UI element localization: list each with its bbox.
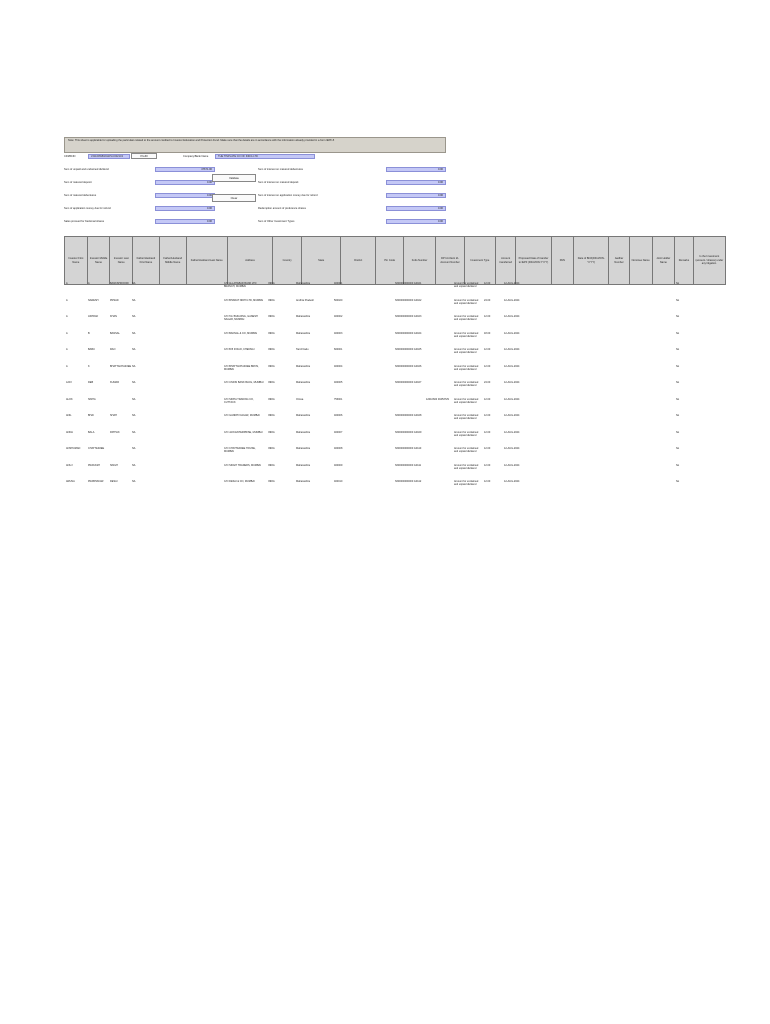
summary-left-value-4[interactable]: 0.00 bbox=[155, 219, 215, 224]
table-cell[interactable]: Maharashtra bbox=[296, 480, 311, 483]
column-header-15: Proposed Date of transfer to IEPF (DD-MON-YYYY) bbox=[516, 237, 551, 285]
table-cell[interactable]: 753001 bbox=[334, 397, 343, 401]
column-header-16: PAN bbox=[551, 237, 574, 285]
table-row bbox=[64, 365, 726, 382]
table-cell[interactable]: No bbox=[676, 315, 680, 318]
summary-left-value-2[interactable]: 0.00 bbox=[155, 193, 215, 198]
table-cell[interactable]: NNI0000000000 G0109 bbox=[395, 430, 422, 434]
table-cell[interactable]: 12-AUG-2024 bbox=[504, 463, 520, 467]
table-cell[interactable]: C/O B B R RAO, CHENNAI bbox=[224, 348, 255, 351]
table-cell[interactable]: NA bbox=[132, 480, 136, 483]
table-cell[interactable]: Andhra Pradesh bbox=[296, 298, 315, 302]
table-cell[interactable]: 400007 bbox=[334, 430, 343, 434]
table-cell[interactable]: INDIA bbox=[268, 447, 275, 450]
column-header-3: Father/Husband First Name bbox=[133, 237, 160, 285]
table-cell[interactable]: C/O UNION BANK BLDG, MUMBAI bbox=[224, 381, 264, 384]
table-cell[interactable]: Amount for unclaimed and unpaid dividend bbox=[454, 315, 479, 322]
table-cell[interactable]: INDIA bbox=[268, 282, 275, 285]
table-cell[interactable]: A bbox=[66, 315, 68, 318]
table-cell[interactable]: SINGH bbox=[110, 463, 118, 467]
table-cell[interactable]: Amount for unclaimed and unpaid dividend bbox=[454, 364, 479, 371]
table-row bbox=[64, 464, 726, 481]
table-cell[interactable]: NNI0000000000 G0102 bbox=[395, 298, 422, 302]
table-cell[interactable]: NNI0000000000 G0108 bbox=[395, 414, 422, 417]
data-table-header bbox=[64, 236, 726, 285]
table-cell[interactable]: Amount for unclaimed and unpaid dividend bbox=[454, 298, 479, 305]
table-cell[interactable]: INDIA bbox=[268, 381, 275, 384]
table-cell[interactable]: No bbox=[676, 364, 680, 368]
table-cell[interactable]: 12-AUG-2024 bbox=[504, 364, 520, 368]
table-cell[interactable]: C/O BHATTACHARJEE BROS, MUMBAI bbox=[224, 364, 259, 371]
table-cell[interactable]: 12.00 bbox=[484, 463, 491, 467]
table-cell[interactable]: A bbox=[66, 298, 68, 302]
company-name-label: Company/Bank Name bbox=[183, 155, 209, 158]
table-cell[interactable]: 12.00 bbox=[484, 414, 491, 417]
table-cell[interactable]: 12-AUG-2024 bbox=[504, 381, 520, 384]
table-cell[interactable]: 400003 bbox=[334, 331, 343, 335]
table-cell[interactable]: SINHA bbox=[88, 397, 96, 401]
table-row bbox=[64, 414, 726, 431]
table-cell[interactable]: PATHAK bbox=[110, 430, 120, 434]
column-header-10: Pin Code bbox=[376, 237, 404, 285]
table-cell[interactable]: AJAY bbox=[66, 381, 73, 384]
table-cell[interactable]: NNI0000000000 G0103 bbox=[395, 315, 422, 318]
table-cell[interactable]: Tamil Nadu bbox=[296, 348, 309, 351]
table-cell[interactable]: C/O ALLAHABAD BANK LTD BRANCH, MUMBAI bbox=[224, 282, 257, 289]
table-cell[interactable]: NA bbox=[132, 463, 136, 467]
column-header-20: Joint Holder Name bbox=[652, 237, 675, 285]
table-cell[interactable]: INDIA bbox=[268, 298, 275, 302]
table-cell[interactable]: NA bbox=[132, 364, 136, 368]
table-row bbox=[64, 431, 726, 448]
table-cell[interactable]: INDIA bbox=[268, 315, 275, 318]
column-header-4: Father/Husband Middle Name bbox=[159, 237, 186, 285]
table-cell[interactable]: 24.00 bbox=[484, 381, 491, 384]
table-cell[interactable]: No bbox=[676, 298, 680, 302]
column-header-21: Remarks bbox=[675, 237, 694, 285]
table-cell[interactable]: C/O SINGH TRADERS, MUMBAI bbox=[224, 463, 262, 467]
table-row bbox=[64, 282, 726, 299]
prefill-button[interactable]: Prefill bbox=[131, 153, 157, 159]
column-header-12: DP Id-Client Id-Account Number bbox=[436, 237, 465, 285]
table-cell[interactable]: 400002 bbox=[334, 315, 343, 318]
table-cell[interactable]: 12-AUG-2024 bbox=[504, 331, 520, 335]
table-cell[interactable]: Maharashtra bbox=[296, 414, 311, 417]
instruction-note: Note: This sheet is applicable for uploading the particulars related to the amount credited to Investor Education and Protection Fund. Make sure that the details are in accordance with the information already provided in e-form IEPF-5 bbox=[64, 137, 446, 153]
table-cell[interactable]: C/O SINHA TRADING CO, CUTTACK bbox=[224, 397, 254, 404]
column-header-17: Date of Birth(DD-MON-YYYY) bbox=[574, 237, 609, 285]
table-row bbox=[64, 447, 726, 464]
column-header-0: Investor First Name bbox=[65, 237, 88, 285]
table-cell[interactable]: No bbox=[676, 381, 680, 384]
summary-left-label-4: Sales proceed for fractional shares bbox=[64, 220, 105, 223]
summary-left-value-1[interactable]: 0.00 bbox=[155, 180, 215, 185]
table-cell[interactable]: Maharashtra bbox=[296, 331, 311, 335]
summary-right-label-3: Redemption amount of preference shares bbox=[258, 207, 306, 210]
table-row bbox=[64, 480, 726, 497]
column-header-13: Investment Type bbox=[464, 237, 495, 285]
table-cell[interactable]: NA bbox=[132, 430, 136, 434]
table-cell[interactable]: NA bbox=[132, 397, 136, 401]
table-row bbox=[64, 332, 726, 349]
column-header-5: Father/Husband Last Name bbox=[186, 237, 227, 285]
table-cell[interactable]: 24.00 bbox=[484, 298, 491, 302]
table-cell[interactable]: 18.00 bbox=[484, 331, 491, 335]
table-cell[interactable]: Orissa bbox=[296, 397, 304, 401]
table-cell[interactable]: BANKSHROOFF bbox=[110, 282, 130, 285]
table-cell[interactable]: 12-AUG-2024 bbox=[504, 480, 520, 483]
table-cell[interactable]: No bbox=[676, 463, 680, 467]
cin-label: CIN/BCIN bbox=[64, 155, 76, 158]
table-cell[interactable]: BABU bbox=[88, 348, 95, 351]
table-cell[interactable]: NA bbox=[132, 315, 136, 318]
column-header-14: Amount transferred bbox=[495, 237, 516, 285]
table-cell[interactable]: 12010600 00453729 bbox=[426, 397, 449, 401]
column-header-6: Address bbox=[227, 237, 272, 285]
table-cell[interactable]: 12-AUG-2024 bbox=[504, 397, 520, 401]
table-cell[interactable]: INDIA bbox=[268, 414, 275, 417]
table-row bbox=[64, 381, 726, 398]
table-cell[interactable]: NARESH bbox=[88, 298, 99, 302]
table-row bbox=[64, 299, 726, 316]
table-cell[interactable]: RAO bbox=[110, 348, 116, 351]
table-cell[interactable]: ANSHUMAN bbox=[66, 447, 81, 450]
table-cell[interactable]: NNI0000000000 G0104 bbox=[395, 331, 422, 335]
table-cell[interactable]: 12.00 bbox=[484, 430, 491, 434]
table-cell[interactable]: No bbox=[676, 430, 680, 434]
table-cell[interactable]: PRAKASH bbox=[88, 463, 100, 467]
summary-right-label-4: Sum of Other Investment Types bbox=[258, 220, 295, 223]
company-name-field[interactable]: THE TINPLATE CO OF INDIA LTD bbox=[215, 154, 315, 159]
table-cell[interactable]: Maharashtra bbox=[296, 430, 311, 434]
table-cell[interactable]: No bbox=[676, 447, 680, 450]
table-cell[interactable]: No bbox=[676, 348, 680, 351]
column-header-8: State bbox=[302, 237, 341, 285]
table-cell[interactable]: No bbox=[676, 397, 680, 401]
table-cell[interactable]: INDIA bbox=[268, 364, 275, 368]
summary-left-label-2: Sum of matured debentures bbox=[64, 194, 97, 197]
column-header-18: Aadhar Number bbox=[609, 237, 630, 285]
table-cell[interactable]: 12-AUG-2024 bbox=[504, 282, 520, 285]
table-cell[interactable]: No bbox=[676, 331, 680, 335]
summary-left-label-3: Sum of application money due for refund bbox=[64, 207, 111, 210]
table-row bbox=[64, 398, 726, 415]
summary-right-value-0[interactable]: 0.00 bbox=[386, 167, 446, 172]
summary-left-label-0: Sum of unpaid and unclaimed dividend bbox=[64, 168, 109, 171]
table-cell[interactable]: BHATTACHARJEE bbox=[110, 364, 132, 368]
table-cell[interactable]: A bbox=[88, 282, 90, 285]
summary-left-label-1: Sum of matured deposit bbox=[64, 181, 92, 184]
table-cell[interactable]: 400009 bbox=[334, 463, 343, 467]
table-cell[interactable]: 12.00 bbox=[484, 447, 491, 450]
table-cell[interactable]: No bbox=[676, 414, 680, 417]
table-cell[interactable]: ARUNA bbox=[66, 480, 75, 483]
table-cell[interactable]: Amount for unclaimed and unpaid dividend bbox=[454, 447, 479, 454]
column-header-9: District bbox=[341, 237, 376, 285]
table-cell[interactable]: Amount for unclaimed and unpaid dividend bbox=[454, 282, 479, 289]
table-cell[interactable]: 12-AUG-2024 bbox=[504, 315, 520, 318]
table-cell[interactable]: C/O TAJ BUILDING, GANESH NAGAR, MUMBAI bbox=[224, 315, 258, 322]
table-cell[interactable]: A bbox=[66, 282, 68, 285]
table-cell[interactable]: 12.00 bbox=[484, 364, 491, 368]
table-cell[interactable]: 400001 bbox=[334, 282, 343, 285]
table-cell[interactable]: NNI0000000000 G0107 bbox=[395, 381, 422, 384]
table-cell[interactable]: 12-AUG-2024 bbox=[504, 298, 520, 302]
table-cell[interactable]: NA bbox=[132, 414, 136, 417]
column-header-2: Investor Last Name bbox=[110, 237, 133, 285]
table-cell[interactable]: KHAN bbox=[110, 315, 117, 318]
summary-right-value-3[interactable]: 0.00 bbox=[386, 206, 446, 211]
table-cell[interactable]: A bbox=[66, 364, 68, 368]
table-cell[interactable]: ANUJ bbox=[66, 463, 73, 467]
table-cell[interactable]: ALOK bbox=[66, 397, 73, 401]
table-cell[interactable]: 12-AUG-2024 bbox=[504, 447, 520, 450]
table-cell[interactable]: Maharashtra bbox=[296, 381, 311, 384]
table-cell[interactable]: NNI0000000000 G0106 bbox=[395, 364, 422, 368]
table-cell[interactable]: C/O DESAI & CO, MUMBAI bbox=[224, 480, 255, 483]
table-cell[interactable]: NA bbox=[132, 298, 136, 302]
summary-right-value-4[interactable]: 0.00 bbox=[386, 219, 446, 224]
table-cell[interactable]: ANNA bbox=[66, 430, 73, 434]
table-cell[interactable]: 400005 bbox=[334, 381, 343, 384]
table-cell[interactable]: C/O CHATTERJEE HOUSE, MUMBAI bbox=[224, 447, 256, 454]
table-cell[interactable]: DESAI bbox=[110, 480, 118, 483]
table-cell[interactable]: B bbox=[88, 331, 90, 335]
table-cell[interactable]: 400006 bbox=[334, 414, 343, 417]
table-cell[interactable]: Amount for unclaimed and unpaid dividend bbox=[454, 348, 479, 355]
table-cell[interactable]: 500020 bbox=[334, 298, 343, 302]
table-cell[interactable]: KUMAR bbox=[110, 381, 120, 384]
table-cell[interactable]: Amount for unclaimed and unpaid dividend bbox=[454, 331, 479, 338]
table-cell[interactable]: 12.00 bbox=[484, 282, 491, 285]
table-cell[interactable]: 400010 bbox=[334, 480, 343, 483]
table-cell[interactable]: A bbox=[66, 348, 68, 351]
column-header-1: Investor Middle Name bbox=[87, 237, 110, 285]
table-row bbox=[64, 348, 726, 365]
table-cell[interactable]: BANSAL bbox=[110, 331, 120, 335]
table-cell[interactable]: SHAH bbox=[110, 414, 117, 417]
validate-button[interactable]: Validate bbox=[212, 174, 256, 182]
table-cell[interactable]: Maharashtra bbox=[296, 315, 311, 318]
table-cell[interactable]: Maharashtra bbox=[296, 282, 311, 285]
table-cell[interactable]: 12.00 bbox=[484, 315, 491, 318]
table-cell[interactable]: BHAI bbox=[88, 414, 94, 417]
table-cell[interactable]: 12-AUG-2024 bbox=[504, 348, 520, 351]
table-cell[interactable]: C/O BHARAT NIDHI LTD, MUMBAI bbox=[224, 298, 264, 302]
table-cell[interactable]: NNI0000000000 G0105 bbox=[395, 348, 422, 351]
cin-field[interactable]: L51109WB1911PLC002143 bbox=[88, 154, 130, 159]
table-cell[interactable]: NA bbox=[132, 447, 136, 450]
table-cell[interactable]: INDIA bbox=[268, 480, 275, 483]
table-cell[interactable]: Amount for unclaimed and unpaid dividend bbox=[454, 430, 479, 437]
table-cell[interactable]: CHATTERJEE bbox=[88, 447, 105, 450]
table-cell[interactable]: No bbox=[676, 480, 680, 483]
table-cell[interactable]: Amount for unclaimed and unpaid dividend bbox=[454, 397, 479, 404]
table-cell[interactable]: K bbox=[88, 364, 90, 368]
summary-right-label-1: Sum of interest on matured deposit bbox=[258, 181, 299, 184]
column-header-19: Nominee Name bbox=[629, 237, 652, 285]
table-cell[interactable]: PRABHAKAR bbox=[88, 480, 104, 483]
table-cell[interactable]: C/O GANDHI NAGAR, MUMBAI bbox=[224, 414, 260, 417]
table-cell[interactable]: INDIA bbox=[268, 430, 275, 434]
table-cell[interactable]: No bbox=[676, 282, 680, 285]
column-header-22: Is the Investment (amount / shares) under any litigation. bbox=[693, 237, 725, 285]
table-cell[interactable]: 12-AUG-2024 bbox=[504, 414, 520, 417]
table-cell[interactable]: Maharashtra bbox=[296, 364, 311, 368]
table-cell[interactable]: 400008 bbox=[334, 447, 343, 450]
table-cell[interactable]: DEB bbox=[88, 381, 94, 384]
table-cell[interactable]: BALA bbox=[88, 430, 95, 434]
table-cell[interactable]: ASHRAF bbox=[88, 315, 99, 318]
column-header-11: Folio Number bbox=[404, 237, 436, 285]
table-cell[interactable]: 12.00 bbox=[484, 480, 491, 483]
table-cell[interactable]: INDIA bbox=[268, 348, 275, 351]
table-cell[interactable]: C/O JAIN ENTERPRISE, MUMBAI bbox=[224, 430, 263, 434]
summary-right-value-2[interactable]: 0.00 bbox=[386, 193, 446, 198]
table-cell[interactable]: C/O BANSAL & CO, MUMBAI bbox=[224, 331, 258, 335]
table-cell[interactable]: NA bbox=[132, 282, 136, 285]
table-cell[interactable]: ANIL bbox=[66, 414, 72, 417]
table-row bbox=[64, 315, 726, 332]
table-cell[interactable]: NNI0000000000 G0112 bbox=[395, 480, 422, 483]
table-cell[interactable]: PRSAD bbox=[110, 298, 119, 302]
table-cell[interactable]: NA bbox=[132, 381, 136, 384]
summary-right-label-2: Sum of interest on application money due for refund bbox=[258, 194, 318, 197]
table-cell[interactable]: Maharashtra bbox=[296, 447, 311, 450]
table-cell[interactable]: INDIA bbox=[268, 331, 275, 335]
table-cell[interactable]: Maharashtra bbox=[296, 463, 311, 467]
column-header-7: Country bbox=[273, 237, 302, 285]
table-cell[interactable]: 12.00 bbox=[484, 348, 491, 351]
table-cell[interactable]: Amount for unclaimed and unpaid dividend bbox=[454, 381, 479, 388]
summary-left-value-3[interactable]: 0.00 bbox=[155, 206, 215, 211]
table-cell[interactable]: NA bbox=[132, 331, 136, 335]
table-cell[interactable]: NNI0000000000 G0110 bbox=[395, 447, 422, 450]
table-cell[interactable]: NNI0000000000 G0111 bbox=[395, 463, 422, 467]
table-cell[interactable]: INDIA bbox=[268, 463, 275, 467]
table-cell[interactable]: Amount for unclaimed and unpaid dividend bbox=[454, 480, 479, 487]
table-cell[interactable]: Amount for unclaimed and unpaid dividend bbox=[454, 414, 479, 421]
clear-button[interactable]: Clear bbox=[212, 194, 256, 202]
table-cell[interactable]: INDIA bbox=[268, 397, 275, 401]
table-cell[interactable]: NA bbox=[132, 348, 136, 351]
summary-left-value-0[interactable]: 47671.00 bbox=[155, 167, 215, 172]
table-cell[interactable]: Amount for unclaimed and unpaid dividend bbox=[454, 463, 479, 470]
summary-right-label-0: Sum of interest on matured debentures bbox=[258, 168, 303, 171]
table-cell[interactable]: 12-AUG-2024 bbox=[504, 430, 520, 434]
table-cell[interactable]: 600001 bbox=[334, 348, 343, 351]
table-cell[interactable]: 400004 bbox=[334, 364, 343, 368]
summary-right-value-1[interactable]: 0.00 bbox=[386, 180, 446, 185]
table-cell[interactable]: 12.00 bbox=[484, 397, 491, 401]
table-cell[interactable]: NNI0000000000 G0101 bbox=[395, 282, 422, 285]
table-cell[interactable]: A bbox=[66, 331, 68, 335]
